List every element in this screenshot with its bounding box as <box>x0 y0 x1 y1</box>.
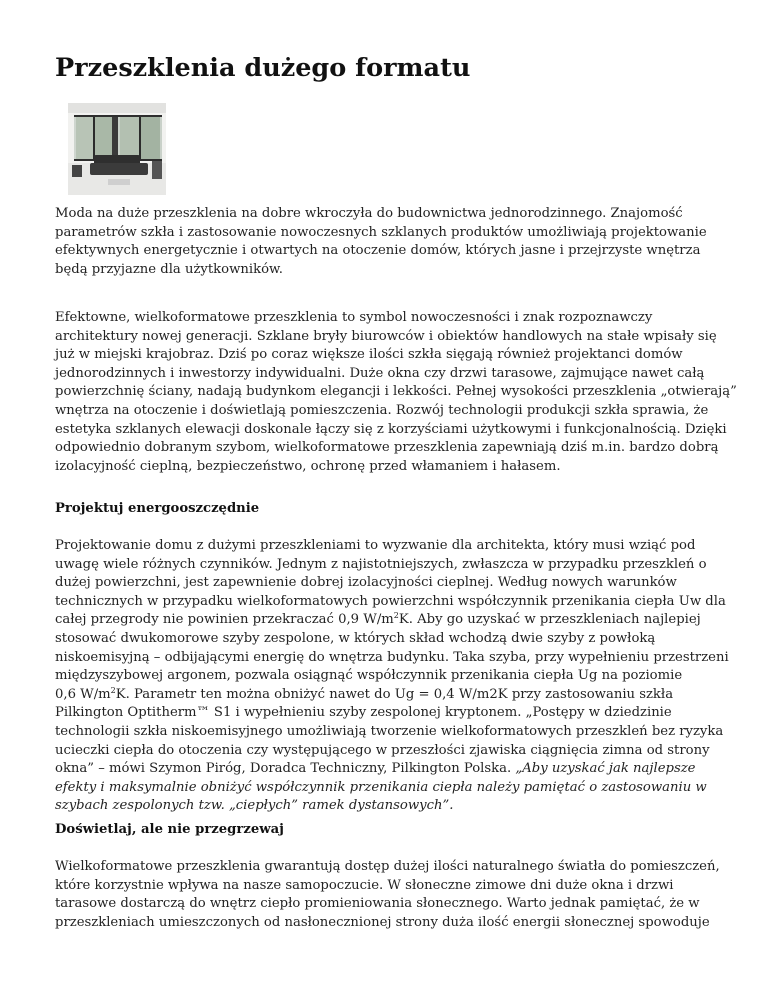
text-line: uwagę wiele różnych czynników. Jednym z najistotniejszych, zwłaszcza w przypadku przeszkleń o <box>55 556 707 572</box>
intro-paragraph <box>55 205 730 279</box>
text-line: powierzchnię ściany, nadają budynkom elegancji i lekkości. Pełnej wysokości przeszklenia „otwierają” <box>55 384 737 400</box>
text-line: efektywnych energetycznie i otwartych na otoczenie domów, których jasne i przejrzyste wnętrza <box>55 243 701 259</box>
text-line: będą przyjazne dla użytkowników. <box>55 261 283 277</box>
text-line: Pilkington Optitherm™ S1 i wypełnieniu szyby zespolonej kryptonem. „Postępy w dziedzinie <box>55 705 672 721</box>
text-line: efekty i maksymalnie obniżyć współczynnik przenikania ciepła należy pamiętać o zastosowaniu w <box>55 779 707 795</box>
text-line: tarasowe dostarczą do wnętrz ciepło promieniowania słonecznego. Warto jednak pamiętać, że w <box>55 896 700 912</box>
living-room-photo <box>68 103 166 195</box>
quote-italic: „Aby uzyskać jak najlepsze <box>515 761 696 777</box>
text-line: technologii szkła niskoemisyjnego umożliwiają tworzenie wielkoformatowych przeszkleń bez ryzyka <box>55 723 724 739</box>
text-line: Efektowne, wielkoformatowe przeszklenia to symbol nowoczesności i znak rozpoznawczy <box>55 310 653 325</box>
text-line: ucieczki ciepła do otoczenia czy występującego w przeszłości zjawiska ciągnięcia zimna od strony <box>55 742 710 758</box>
text-line: architektury nowej generacji. Szklane bryły biurowców i obiektów handlowych na stałe wpisały się <box>55 328 717 344</box>
section-energy-paragraph <box>55 537 730 816</box>
text-line: 0,6 $W/m^2K$. Parametr ten można obniżyć nawet do Ug = 0,4 W/m2K przy zastosowaniu szkła <box>55 685 674 702</box>
text-line: odpowiednio dobranym szybom, wielkoformatowe przeszklenia zapewniają dziś m.in. bardzo dobrą <box>55 440 719 456</box>
section-heading-daylight: Doświetlaj, ale nie przegrzewaj <box>55 822 284 837</box>
page-title: Przeszklenia dużego formatu <box>55 53 471 83</box>
section-daylight-paragraph <box>55 858 730 932</box>
text-line: Moda na duże przeszklenia na dobre wkroczyła do budownictwa jednorodzinnego. Znajomość <box>55 206 683 221</box>
text-line: jednorodzinnych i inwestorzy indywidualni. Duże okna czy drzwi tarasowe, zajmujące nawet całą <box>55 365 705 381</box>
section-heading-energy: Projektuj energooszczędnie <box>55 501 260 516</box>
text-line: Projektowanie domu z dużymi przeszkleniami to wyzwanie dla architekta, który musi wziąć pod <box>55 538 696 553</box>
text-line: niskoemisyjną – odbijającymi energię do wnętrza budynku. Taka szyba, przy wypełnieniu przestrzeni <box>55 649 729 665</box>
text-line: międzyszybowej argonem, pozwala osiągnąć współczynnik przenikania ciepła Ug na poziomie <box>55 668 683 684</box>
text-line: izolacyjność cieplną, bezpieczeństwo, ochronę przed włamaniem i hałasem. <box>55 458 561 474</box>
text-line: stosować dwukomorowe szyby zespolone, w których skład wchodzą dwie szyby z powłoką <box>55 630 656 646</box>
text-line: które korzystnie wpływa na nasze samopoczucie. W słoneczne zimowe dni duże okna i drzwi <box>55 877 674 893</box>
text-line: wnętrza na otoczenie i doświetlają pomieszczenia. Rozwój technologii produkcji szkła sprawia, że <box>55 402 709 418</box>
text-line: technicznych w przypadku wielkoformatowych powierzchni współczynnik przenikania ciepła Uw dla <box>55 593 726 609</box>
text-line: okna” – mówi Szymon Piróg, Doradca Techniczny, Pilkington Polska. „Aby uzyskać jak najlepsze <box>55 761 696 777</box>
text-line: szybach zespolonych tzw. „ciepłych” ramek dystansowych”. <box>55 798 454 814</box>
text-line: przeszkleniach umieszczonych od nasłonecznionej strony duża ilość energii słonecznej spowoduje <box>55 914 710 930</box>
photo-illustration <box>68 103 166 195</box>
text-line: już w miejski krajobraz. Dziś po coraz większe ilości szkła sięgają również projektanci domów <box>55 347 683 363</box>
paragraph-2 <box>55 309 737 476</box>
text-line: estetyka szklanych elewacji doskonale łączy się z korzyściami użytkowymi i funkcjonalnością. Dzięki <box>55 421 727 437</box>
text-line: całej przegrody nie powinien przekraczać 0,9 $W/m^2K$. Aby go uzyskać w przeszkleniach najlepiej <box>55 611 701 628</box>
text-line: dużej powierzchni, jest zapewnienie dobrej izolacyjności cieplnej. Według nowych warunków <box>55 575 677 591</box>
text-line: parametrów szkła i zastosowanie nowoczesnych szklanych produktów umożliwiają projektowanie <box>55 224 707 240</box>
text-line: Wielkoformatowe przeszklenia gwarantują dostęp dużej ilości naturalnego światła do pomieszczeń, <box>55 859 720 874</box>
